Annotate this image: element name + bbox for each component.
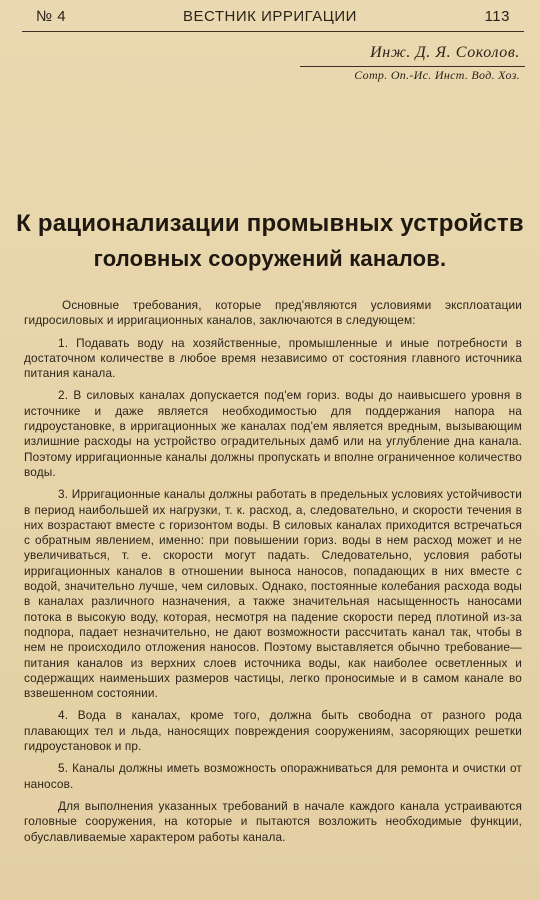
paragraph-2: 2. В силовых каналах допускается под'ем гориз. воды до наивысшего уровня в источнике и даже является необходимостью для поддержания напора на гидроустановке, в ирригационных же каналах под'ем является вредным, вызывающим излишние расходы на устройство оградительных дамб или на углубление дна канала. Поэтому ирригационные каналы должны пропускать и вполне ограниченное количество воды. bbox=[24, 388, 522, 479]
title-line-1: К рационализации промывных устройств bbox=[16, 210, 524, 237]
paragraph-3: 3. Ирригационные каналы должны работать в предельных условиях устойчивости в период наибольшей их нагрузки, т. к. расход, а, следовательно, и скорости течения в них возрастают вместе с горизонтом воды. В силовых каналах приходится встречаться с обратным явлением, именно: при повышении гориз. воды в нем расход может и не увеличиваться, т. е. скорости могут падать. Следовательно, условия работы ирригационных каналов в отношении выноса наносов, попадающих в них вместе с водой, значительно лучше, чем силовых. Однако, постоянные колебания расхода воды в каналах различного назначения, а также значительная насыщенность наносами потока в высокую воду, которая, несмотря на падение скорости перед плотиной из-за подпора, падает незначительно, не дают возможности рассчитать канал так, чтобы в нем не происходило отложения наносов. Поэтому выставляется обычно требование—питания каналов из верхних слоев источника воды, как наиболее осветленных и содержащих наименьших размеров частицы, легко проносимые и в самом канале во взвешенном состоянии. bbox=[24, 487, 522, 701]
author-name: Инж. Д. Я. Соколов. bbox=[370, 44, 520, 61]
journal-title: ВЕСТНИК ИРРИГАЦИИ bbox=[183, 8, 357, 25]
article-body bbox=[24, 298, 522, 852]
paragraph-4: 4. Вода в каналах, кроме того, должна быть свободна от разного рода плавающих тел и льда, наносящих повреждения сооружениям, засоряющих решетки гидроустановок и пр. bbox=[24, 708, 522, 754]
paragraph-closing: Для выполнения указанных требований в начале каждого канала устраиваются головные сооружения, на которые и пытаются возложить необходимые функции, обуславливаемые характером работы канала. bbox=[24, 798, 522, 844]
article-title bbox=[0, 206, 540, 276]
issue-number: № 4 bbox=[36, 8, 67, 25]
running-header bbox=[0, 0, 540, 32]
paragraph-1: 1. Подавать воду на хозяйственные, промышленные и иные потребности в достаточном количестве в любое время независимо от состояния главного источника питания канала. bbox=[24, 335, 522, 381]
paragraph-intro: Основные требования, которые пред'являются условиями эксплоатации гидросиловых и ирригационных каналов, заключаются в следующем: bbox=[24, 298, 522, 328]
title-line-2: головных сооружений каналов. bbox=[93, 246, 447, 271]
author-underline bbox=[300, 66, 525, 67]
page-number: 113 bbox=[484, 8, 510, 25]
header-rule bbox=[22, 31, 524, 32]
paragraph-5: 5. Каналы должны иметь возможность опоражниваться для ремонта и очистки от наносов. bbox=[24, 761, 522, 791]
author-affiliation: Сотр. Оп.-Ис. Инст. Вод. Хоз. bbox=[354, 68, 520, 82]
